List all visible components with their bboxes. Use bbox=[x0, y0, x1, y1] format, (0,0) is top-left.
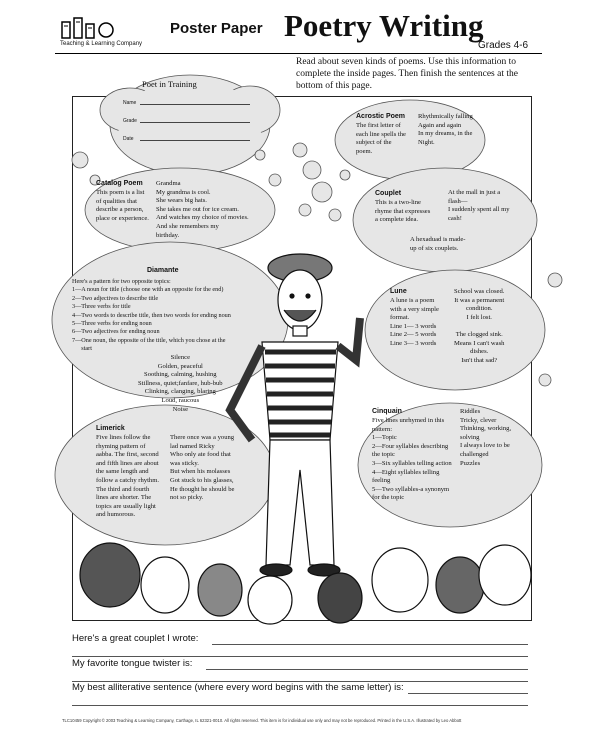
acrostic-title: Acrostic Poem bbox=[356, 113, 406, 120]
hexaduad-note: A hexaduad is made- up of six couplets. bbox=[410, 236, 466, 252]
couplet-example: At the mall in just a flash— I suddenly spent all my cash! bbox=[448, 189, 510, 222]
poet-training-title: Poet in Training bbox=[142, 79, 197, 89]
date-label: Date bbox=[123, 136, 134, 142]
couplet-prompt: Here's a great couplet I wrote: bbox=[72, 633, 199, 644]
intro-text: Read about seven kinds of poems. Use this information to complete the inside pages. Then finish the sentences at the bottom of this page. bbox=[296, 57, 518, 91]
diamante-description: Here's a pattern for two opposite topics: 1—A noun for title (choose one with an opposite for the end) 2—Two adjectives to describe title 3—Three verbs for title 4—Two words to describe title, then two words for ending noun 5—Three verbs for ending noun 6—Two adjectives for ending noun 7—One noun, the opposite of the title, which you chose at the start bbox=[72, 278, 231, 353]
grade-level: Grades 4-6 bbox=[478, 40, 529, 51]
twister-answer-line[interactable] bbox=[206, 669, 528, 670]
cinquain-example: Riddles Tricky, clever Thinking, working, solving I always love to be challenged Puzzles bbox=[460, 408, 512, 467]
name-field[interactable] bbox=[140, 104, 250, 105]
diamante-example: Silence Golden, peaceful Soothing, calming, hushing Stillness, quiet;fanfare, hub-bub Clinking, clanging, blaring Loud, raucous Noise bbox=[138, 354, 223, 413]
twister-prompt: My favorite tongue twister is: bbox=[72, 658, 193, 669]
catalog-title: Catalog Poem bbox=[96, 180, 143, 187]
acrostic-description: The first letter of each line spells the subject of the poem. bbox=[356, 122, 406, 155]
grade-label: Grade bbox=[123, 118, 137, 124]
lune-title: Lune bbox=[390, 288, 407, 295]
couplet-answer-line-2[interactable] bbox=[72, 656, 528, 657]
page-subtitle: Poster Paper bbox=[170, 20, 263, 37]
lune-example: School was closed. It was a permanent condition. I felt lost. The clogged sink. Means I can't wash dishes. Isn't that sad? bbox=[454, 288, 505, 364]
page-title: Poetry Writing bbox=[284, 8, 484, 43]
lune-description: A lune is a poem with a very simple format. Line 1— 3 words Line 2— 5 words Line 3— 3 words bbox=[390, 297, 439, 347]
acrostic-example: Rhythmically falling Again and again In my dreams, in the Night. bbox=[418, 113, 473, 146]
catalog-example: Grandma My grandma is cool. She wears big hats. She takes me out for ice cream. And watches my choice of movies. And she remembers my birthday. bbox=[156, 180, 249, 239]
logo-caption: Teaching & Learning Company bbox=[60, 41, 143, 47]
diamante-title: Diamante bbox=[147, 267, 179, 274]
limerick-example: There once was a young lad named Ricky Who only ate food that was sticky. But when his molasses Got stuck to his glasses, He thought he should be not so picky. bbox=[170, 434, 235, 502]
catalog-description: This poem is a list of qualities that describe a person, place or experience. bbox=[96, 189, 149, 222]
name-label: Name bbox=[123, 100, 137, 106]
cinquain-description: Five lines unrhymed in this pattern: 1—Topic 2—Four syllables describing the topic 3—Six syllables telling action 4—Eight syllables telling feeling 5—Two syllables-a synonym for the topic bbox=[372, 417, 452, 502]
couplet-title: Couplet bbox=[375, 190, 402, 197]
couplet-description: This is a two-line rhyme that expresses a complete idea. bbox=[375, 199, 431, 224]
alliterative-prompt: My best alliterative sentence (where every word begins with the same letter) is: bbox=[72, 682, 404, 693]
limerick-title: Limerick bbox=[96, 425, 125, 432]
copyright-footer: TLC10459 Copyright © 2003 Teaching & Learning Company, Carthage, IL 62321-0010. All rights reserved. This item is for individual use only and may not be reproduced. Printed in the U.S.A. Illustrated by Leo Abbott bbox=[62, 718, 462, 723]
cinquain-title: Cinquain bbox=[372, 408, 402, 415]
couplet-answer-line[interactable] bbox=[212, 644, 528, 645]
alliterative-answer-line[interactable] bbox=[408, 693, 528, 694]
date-field[interactable] bbox=[140, 140, 250, 141]
limerick-description: Five lines follow the rhyming pattern of aabba. The first, second and fifth lines are about the same length and follow a catchy rhythm. The third and fourth lines are shorter. The topics are usually light and humorous. bbox=[96, 434, 159, 519]
audience bbox=[80, 543, 531, 624]
grade-field[interactable] bbox=[140, 122, 250, 123]
alliterative-answer-line-2[interactable] bbox=[72, 705, 528, 706]
